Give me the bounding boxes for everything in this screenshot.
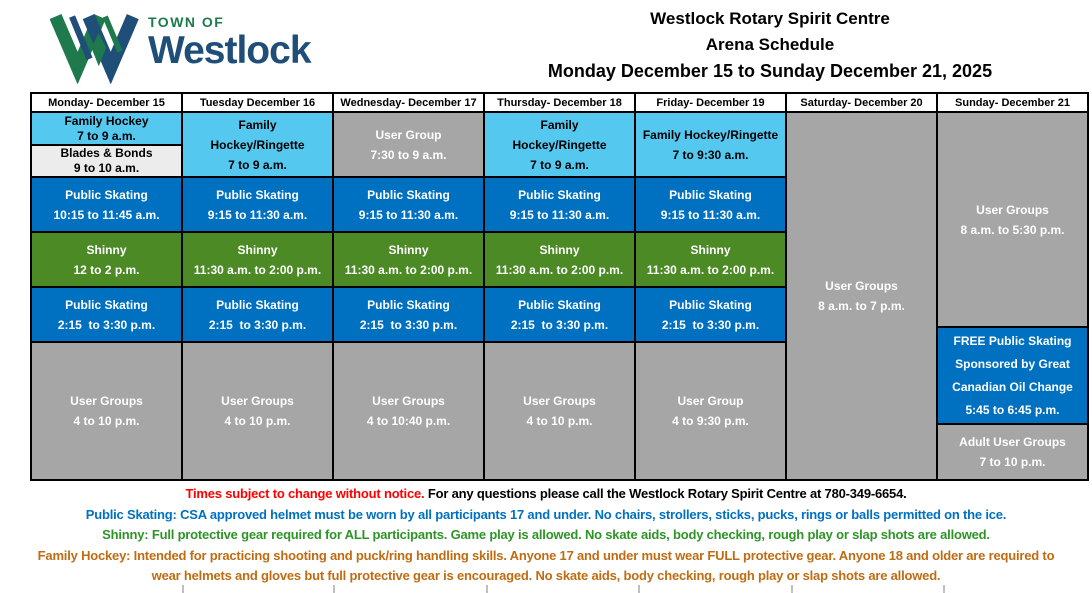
cell-line: Hockey/Ringette <box>512 137 607 152</box>
schedule-cell <box>32 233 181 288</box>
gridline <box>943 585 945 593</box>
schedule-cell <box>183 113 332 178</box>
schedule-cell <box>485 343 634 479</box>
cell-line: Shinny <box>539 242 580 257</box>
cell-line: 9:15 to 11:30 a.m. <box>509 207 610 222</box>
cell-line: 12 to 2 p.m. <box>73 262 140 277</box>
day-header: Tuesday December 16 <box>183 94 332 113</box>
cell-line: User Group <box>375 127 442 142</box>
schedule-cell <box>32 178 181 233</box>
cell-line: Blades & Bonds <box>60 146 153 160</box>
cell-line: 4 to 10 p.m. <box>526 414 593 428</box>
cell-line: 9:15 to 11:30 a.m. <box>660 207 761 222</box>
cell-line: 9:15 to 11:30 a.m. <box>207 207 308 222</box>
schedule-cell <box>334 343 483 479</box>
day-column <box>32 94 183 479</box>
cell-line: 4 to 10 p.m. <box>73 414 140 428</box>
schedule-table <box>30 92 1089 481</box>
westlock-w-icon <box>50 8 142 84</box>
cell-line: Public Skating <box>216 187 299 202</box>
cell-line: Public Skating <box>216 297 299 312</box>
logo-town-of: TOWN OF <box>148 14 225 30</box>
schedule-cell <box>32 146 181 178</box>
day-header: Friday- December 19 <box>636 94 785 113</box>
schedule-cell <box>485 233 634 288</box>
cell-line: Family Hockey <box>64 113 149 128</box>
note-change-notice: Times subject to change without notice. <box>185 486 425 501</box>
day-column <box>183 94 334 479</box>
cell-line: User Groups <box>523 394 596 408</box>
cell-line: 2:15 to 3:30 p.m. <box>208 317 307 332</box>
day-column <box>485 94 636 479</box>
day-header: Saturday- December 20 <box>787 94 936 113</box>
day-column <box>787 94 938 479</box>
cell-line: 2:15 to 3:30 p.m. <box>510 317 609 332</box>
day-header: Sunday- December 21 <box>938 94 1087 113</box>
title-date-range: Monday December 15 to Sunday December 21, 2025 <box>547 61 993 81</box>
schedule-cell <box>334 113 483 178</box>
cell-line: User Group <box>677 394 744 408</box>
gridline <box>791 585 793 593</box>
gridline <box>333 585 335 593</box>
note-questions: For any questions please call the Westlock Rotary Spirit Centre at 780-349-6654. <box>424 486 907 501</box>
cell-line: 2:15 to 3:30 p.m. <box>661 317 760 332</box>
note-line-notice <box>0 484 1092 505</box>
schedule-cell <box>334 288 483 343</box>
cell-line: 11:30 a.m. to 2:00 p.m. <box>344 262 473 277</box>
day-header: Thursday- December 18 <box>485 94 634 113</box>
cell-line: 7 to 9 a.m. <box>77 128 136 143</box>
cell-line: 7:30 to 9 a.m. <box>370 147 447 162</box>
cell-line: Adult User Groups <box>959 435 1066 449</box>
day-header: Wednesday- December 17 <box>334 94 483 113</box>
cell-line: User Groups <box>372 394 445 408</box>
cell-line: Family <box>540 117 579 132</box>
cell-line: 8 a.m. to 5:30 p.m. <box>960 222 1065 237</box>
note-shinny: Shinny: Full protective gear required for ALL participants. Game play is allowed. No skate aids, body checking, rough play or slap shots are allowed. <box>102 527 990 542</box>
cell-line: Public Skating <box>669 297 752 312</box>
cell-line: Public Skating <box>669 187 752 202</box>
cell-line: FREE Public Skating <box>953 333 1072 348</box>
cell-line: Family <box>238 117 277 132</box>
title-centre-name: Westlock Rotary Spirit Centre <box>650 9 890 28</box>
cell-line: 5:45 to 6:45 p.m. <box>965 402 1060 417</box>
cell-line: Public Skating <box>518 297 601 312</box>
schedule-cell <box>636 178 785 233</box>
cell-line: Public Skating <box>367 297 450 312</box>
cell-line: 4 to 10:40 p.m. <box>366 414 451 428</box>
schedule-cell <box>636 113 785 178</box>
cell-line: 7 to 9 a.m. <box>530 157 589 172</box>
note-family-hockey: Family Hockey: Intended for practicing shooting and puck/ring handling skills. Anyone 17 and under must wear FULL protective gear. Anyone 18 and older are required to wear helmets and gloves but full protective gear is encouraged. No skate aids, body checking, rough play or slap shots are allowed. <box>37 547 1055 583</box>
day-column <box>334 94 485 479</box>
cell-line: Public Skating <box>518 187 601 202</box>
day-header: Monday- December 15 <box>32 94 181 113</box>
schedule-cell <box>938 328 1087 425</box>
cell-line: Family Hockey/Ringette <box>642 127 779 142</box>
schedule-cell <box>938 113 1087 328</box>
cell-line: Public Skating <box>367 187 450 202</box>
schedule-cell <box>183 178 332 233</box>
cell-line: 8 a.m. to 7 p.m. <box>818 299 905 313</box>
schedule-cell <box>32 113 181 146</box>
schedule-cell <box>32 343 181 479</box>
cell-line: 11:30 a.m. to 2:00 p.m. <box>646 262 775 277</box>
cell-line: 2:15 to 3:30 p.m. <box>359 317 458 332</box>
cell-line: User Groups <box>221 394 294 408</box>
schedule-cell <box>183 233 332 288</box>
document-title <box>450 6 1090 85</box>
day-column <box>938 94 1087 479</box>
schedule-cell <box>636 288 785 343</box>
schedule-cell <box>787 113 936 479</box>
logo-westlock: Westlock <box>148 29 311 72</box>
cell-line: 2:15 to 3:30 p.m. <box>57 317 156 332</box>
schedule-cell <box>183 288 332 343</box>
cell-line: Shinny <box>237 242 278 257</box>
cell-line: User Groups <box>70 394 143 408</box>
cell-line: Canadian Oil Change <box>952 379 1073 394</box>
schedule-cell <box>485 178 634 233</box>
footer-notes <box>0 484 1092 587</box>
cell-line: Public Skating <box>65 297 148 312</box>
schedule-cell <box>183 343 332 479</box>
cell-line: 7 to 9:30 a.m. <box>672 147 749 162</box>
cell-line: Hockey/Ringette <box>210 137 305 152</box>
cell-line: 4 to 10 p.m. <box>224 414 291 428</box>
schedule-cell <box>32 288 181 343</box>
cell-line: 11:30 a.m. to 2:00 p.m. <box>495 262 624 277</box>
schedule-cell <box>636 343 785 479</box>
day-column <box>636 94 787 479</box>
schedule-cell <box>636 233 785 288</box>
cell-line: Public Skating <box>65 187 148 202</box>
schedule-cell <box>334 233 483 288</box>
schedule-cell <box>485 113 634 178</box>
cell-line: 7 to 9 a.m. <box>228 157 287 172</box>
cell-line: Shinny <box>388 242 429 257</box>
cell-line: 7 to 10 p.m. <box>979 455 1046 469</box>
cell-line: 9 to 10 a.m. <box>73 161 140 175</box>
cell-line: Shinny <box>690 242 731 257</box>
schedule-cell <box>485 288 634 343</box>
note-public-skating: Public Skating: CSA approved helmet must be worn by all participants 17 and under. No chairs, strollers, sticks, pucks, rings or balls permitted on the ice. <box>85 506 1007 522</box>
cell-line: 11:30 a.m. to 2:00 p.m. <box>193 262 322 277</box>
logo-text <box>148 8 311 72</box>
gridline <box>638 585 640 593</box>
town-of-westlock-logo <box>50 8 311 84</box>
cell-line: User Groups <box>976 202 1049 217</box>
cell-line: User Groups <box>825 279 898 293</box>
cell-line: 4 to 9:30 p.m. <box>672 414 749 428</box>
cell-line: 9:15 to 11:30 a.m. <box>358 207 459 222</box>
cell-line: Sponsored by Great <box>955 356 1070 371</box>
schedule-cell <box>334 178 483 233</box>
cell-line: Shinny <box>86 242 127 257</box>
gridline <box>182 585 184 593</box>
title-arena-schedule: Arena Schedule <box>705 35 835 54</box>
gridline <box>486 585 488 593</box>
schedule-cell <box>938 425 1087 479</box>
cell-line: 10:15 to 11:45 a.m. <box>53 207 160 222</box>
